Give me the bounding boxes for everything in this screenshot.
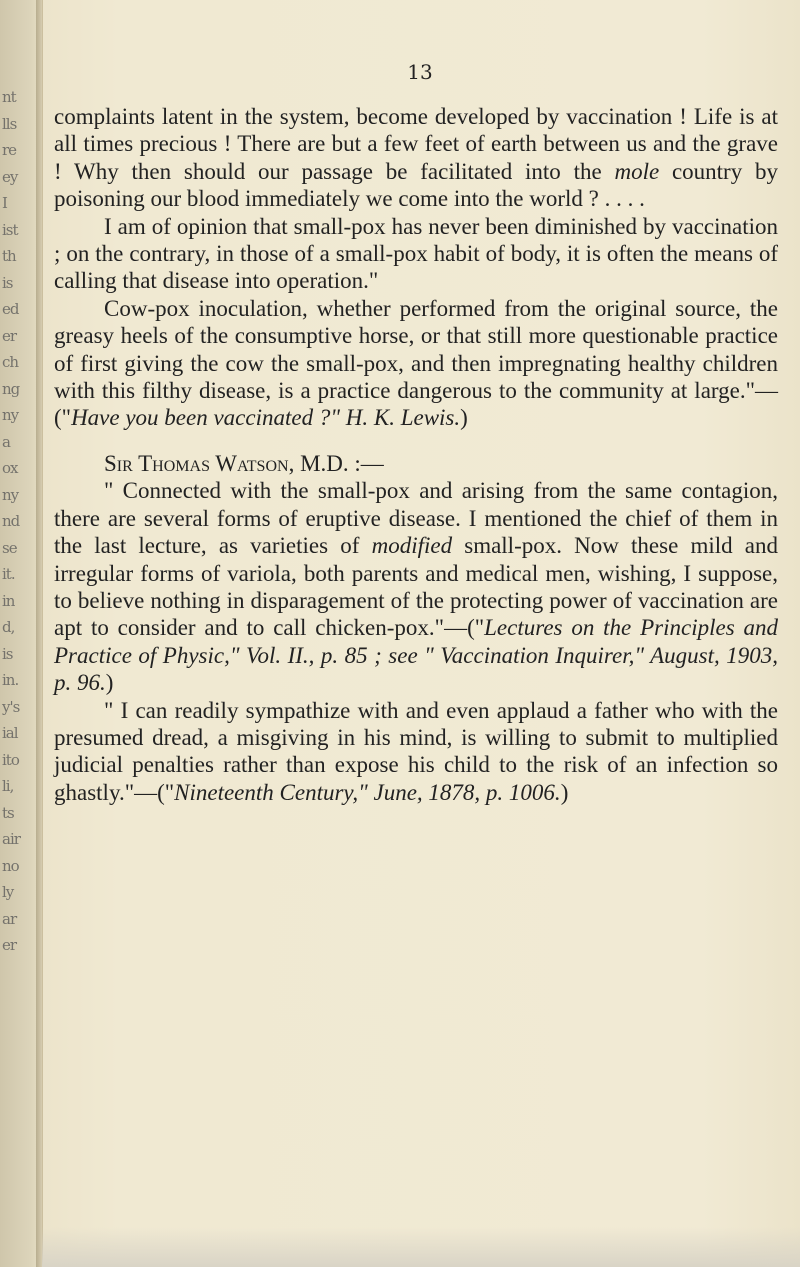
book-spine [36,0,42,1267]
margin-fragment: ey [2,167,18,186]
margin-fragment: lls [2,114,17,133]
margin-fragment: ch [2,353,19,371]
paragraph-3: Cow-pox inoculation, whether performed from the original source, the greasy heels of the consumptive horse, or that still more questionable practice of first giving the cow the small-pox, and then impregnating healthy children with this filthy disease, is a practice dangerous to the community at large."—("Have you been vaccinated ?" H. K. Lewis.) [54,295,778,431]
margin-fragment: nd [2,512,20,530]
page-number: 13 [407,60,433,84]
margin-fragment: is [2,644,13,663]
citation: Nineteenth Century," June, 1878, p. 1006. [174,779,561,805]
margin-fragment: er [2,936,17,954]
margin-fragment: ox [2,459,18,477]
paragraph-2: I am of opinion that small-pox has never been diminished by vaccination ; on the contrary, in those of a small-pox habit of body, it is often the means of calling that disease into operation." [54,213,778,294]
margin-fragment: li, [2,777,14,795]
paragraph-1: complaints latent in the system, become developed by vaccination ! Life is at all times precious ! There are but a few feet of earth between us and the grave ! Why then should our passage be facilitated into the mole country by poisoning our blood immediately we come into the world ? . . . . [54,104,778,212]
margin-fragment: ito [2,750,19,769]
margin-fragment: no [2,856,19,875]
margin-fragment: it. [2,565,15,583]
margin-fragment: ts [2,803,14,822]
margin-fragment: ly [2,883,14,901]
margin-fragment: re [2,141,17,159]
facing-page-margin [0,0,43,1267]
margin-fragment: y's [2,697,20,716]
margin-fragment: ar [2,909,17,928]
margin-fragment: in [2,591,15,610]
margin-fragment: d, [2,618,15,636]
margin-fragment: nt [2,88,16,106]
margin-fragment: th [2,247,16,265]
margin-fragment: ist [2,220,18,239]
margin-fragment: ial [2,724,18,742]
citation: Lectures on the Principles and Practice of Physic," Vol. II., p. 85 ; see " Vaccination Inquirer," August, 1903, p. 96. [54,615,778,696]
margin-fragment: ng [2,379,20,398]
margin-fragment: I [2,194,7,212]
margin-fragment: ny [2,485,19,504]
margin-fragment: ed [2,300,19,318]
margin-fragment: er [2,326,17,345]
paragraph-5: " I can readily sympathize with and even applaud a father who with the presumed dread, a misgiving in his mind, is willing to submit to multiplied judicial penalties rather than expose his child to the risk of an infection so ghastly."—("Nineteenth Century," June, 1878, p. 1006.) [54,697,778,805]
citation: Have you been vaccinated ?" H. K. Lewis. [71,405,461,431]
margin-fragment: a [2,432,10,451]
margin-fragment: air [2,830,20,848]
paragraph-4: " Connected with the small-pox and arising from the same contagion, there are several forms of eruptive disease. I mentioned the chief of them in the last lecture, as varieties of modified small-pox. Now these mild and irregular forms of variola, both parents and medical men, wishing, I suppose, to believe nothing in disparagement of the protecting power of vaccination are apt to consider and to call chicken-pox."—("Lectures on the Principles and Practice of Physic," Vol. II., p. 85 ; see " Vaccination Inquirer," August, 1903, p. 96.) [54,478,778,696]
margin-fragment: in. [2,671,19,689]
page-bottom-shadow [42,1227,800,1267]
margin-fragment: se [2,538,17,557]
body-text [54,103,778,806]
section-heading: Sir Thomas Watson, M.D. :— [104,450,384,476]
margin-fragment: ny [2,406,19,424]
margin-fragment: is [2,273,13,292]
